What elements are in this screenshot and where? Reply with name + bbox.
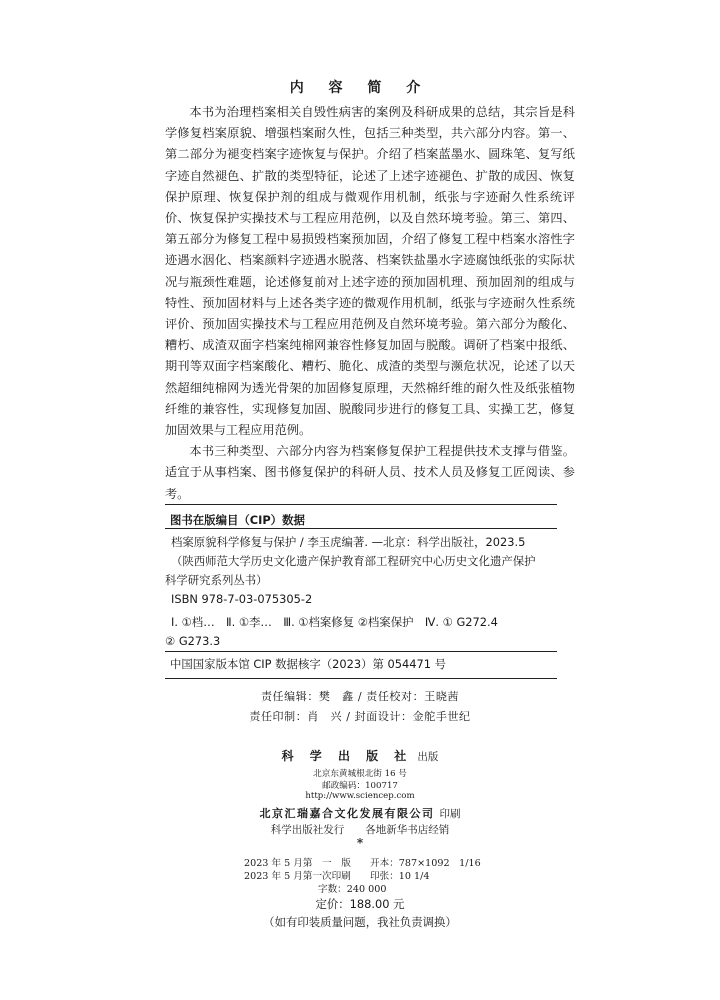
cip-bottom-divider (165, 678, 557, 679)
publisher-line (0, 745, 720, 764)
publisher-postcode: 邮政编码：100717 (322, 781, 398, 791)
edition-format-row: 2023 年 5 月第 一 版 开本：787×1092 1/16 (244, 858, 481, 869)
cip-block (165, 533, 565, 651)
cip-classification-cont: ② G273.3 (165, 634, 221, 648)
cip-line-series: （陕西师范大学历史文化遗产保护教育部工程研究中心历史文化遗产保护 (171, 554, 536, 568)
word-count-row: 字数：240 000 (318, 884, 387, 895)
cip-heading: 图书在版编目（CIP）数据 (170, 513, 305, 527)
cip-top-divider (165, 504, 557, 505)
price-label: 定价：188.00 元 (315, 897, 405, 911)
publisher-suffix: 出版 (417, 751, 439, 763)
publisher-address: 北京东黄城根北街 16 号 (313, 769, 407, 779)
printer-line (0, 802, 720, 821)
publisher-url: http://www.sciencep.com (305, 791, 415, 801)
quality-note: （如有印装质量问题，我社负责调换） (263, 915, 457, 929)
cip-heading-divider (165, 528, 557, 529)
credits-editor-line: 责任编辑：樊 鑫 / 责任校对：王晓茜 (260, 690, 460, 703)
printer-name: 北京汇瑞嘉合文化发展有限公司 (259, 807, 435, 820)
cip-natlib-divider (165, 651, 557, 652)
summary-paragraph-2: 本书三种类型、六部分内容为档案修复保护工程提供技术支撑与借鉴。适宜于从事档案、图书修复保护的科研人员、技术人员及修复工匠阅读、参考。 (165, 444, 575, 501)
cip-classification: Ⅰ. ①档… Ⅱ. ①李… Ⅲ. ①档案修复 ②档案保护 Ⅳ. ① G272.4 (171, 615, 498, 629)
separator-star: * (356, 836, 364, 850)
cip-isbn: ISBN 978-7-03-075305-2 (171, 592, 313, 606)
printer-suffix: 印刷 (439, 808, 461, 820)
cip-line-series-cont: 科学研究系列丛书） (165, 573, 268, 587)
publisher-name: 科 学 出 版 社 (281, 749, 413, 763)
credits-print-line: 责任印制：肖 兴 / 封面设计：金舵手世纪 (249, 710, 471, 723)
section-title: 内 容 简 介 (289, 80, 431, 96)
summary-text (165, 102, 575, 505)
printing-sheets-row: 2023 年 5 月第一次印刷 印张：10 1/4 (244, 871, 430, 882)
summary-paragraph-1: 本书为治理档案相关自毁性病害的案例及科研成果的总结，其宗旨是科学修复档案原貌、增强档案耐久性，包括三种类型，共六部分内容。第一、第二部分为褪变档案字迹恢复与保护。介绍了档案蓝墨水、圆珠笔、复写纸字迹自然褪色、扩散的类型特征，论述了上述字迹褪色、扩散的成因、恢复保护原理、恢复保护剂的组成与微观作用机制，纸张与字迹耐久性系统评价、恢复保护实操技术与工程应用范例，以及自然环境考验。第三、第四、第五部分为修复工程中易损毁档案预加固，介绍了修复工程中档案水溶性字迹遇水洇化、档案颜料字迹遇水脱落、档案铁盐墨水字迹腐蚀纸张的实际状况与瓶颈性难题，论述修复前对上述字迹的预加固机理、预加固剂的组成与特性、预加固材料与上述各类字迹的微观作用机制，纸张与字迹耐久性系统评价、预加固实操技术与工程应用范例及自然环境考验。第六部分为酸化、糟朽、成渣双面字档案纯棉网兼容性修复加固与脱酸。调研了档案中报纸、期刊等双面字档案酸化、糟朽、脆化、成渣的类型与濒危状况，论述了以天然超细纯棉网为透光骨架的加固修复原理，天然棉纤维的耐久性及纸张植物纤维的兼容性，实现修复加固、脱酸同步进行的修复工具、实操工艺，修复加固效果与工程应用范例。 (165, 105, 575, 438)
distribution-line: 科学出版社发行 各地新华书店经销 (270, 824, 450, 836)
cip-line-title: 档案原貌科学修复与保护 / 李玉虎编著. —北京：科学出版社，2023.5 (171, 535, 526, 549)
cip-data-number: 中国国家版本馆 CIP 数据核字（2023）第 054471 号 (170, 657, 446, 671)
